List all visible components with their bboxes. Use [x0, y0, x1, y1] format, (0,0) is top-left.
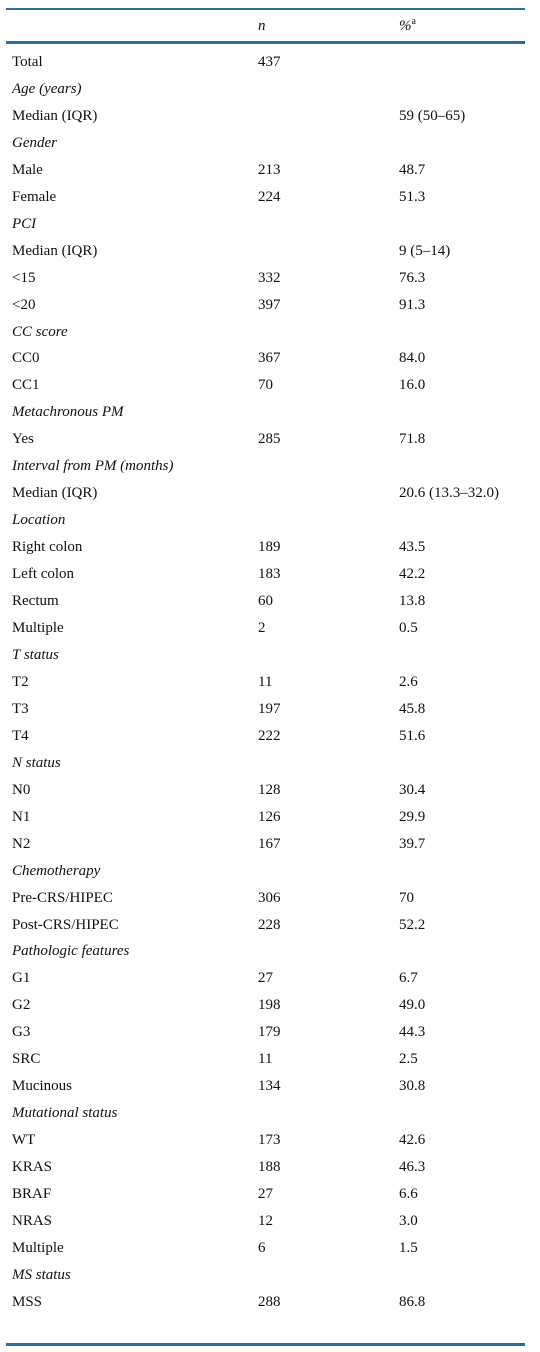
percent-cell: 42.2 — [399, 566, 426, 583]
percent-cell: 44.3 — [399, 1024, 426, 1041]
table-row — [0, 182, 540, 209]
n-cell: 134 — [258, 1078, 281, 1095]
percent-cell: 76.3 — [399, 269, 426, 286]
n-cell: 27 — [258, 1186, 273, 1203]
n-cell: 173 — [258, 1132, 281, 1149]
percent-cell: 70 — [399, 889, 414, 906]
section-label: T status — [12, 646, 59, 663]
percent-cell: 6.6 — [399, 1186, 418, 1203]
n-cell: 70 — [258, 377, 273, 394]
percent-cell: 46.3 — [399, 1159, 426, 1176]
column-header-percent — [399, 18, 416, 35]
n-cell: 179 — [258, 1024, 281, 1041]
percent-cell: 9 (5–14) — [399, 242, 451, 259]
percent-cell: 84.0 — [399, 350, 426, 367]
row-label: Pre-CRS/HIPEC — [12, 889, 113, 906]
row-label: Multiple — [12, 620, 64, 637]
n-cell: 189 — [258, 539, 281, 556]
table-row — [0, 802, 540, 829]
table-row — [0, 236, 540, 263]
n-cell: 197 — [258, 700, 281, 717]
n-cell: 12 — [258, 1212, 273, 1229]
section-header-row — [0, 451, 540, 478]
row-label: MSS — [12, 1293, 43, 1310]
section-header-row — [0, 936, 540, 963]
table-row — [0, 101, 540, 128]
percent-cell: 0.5 — [399, 620, 418, 637]
table-row — [0, 370, 540, 397]
row-label: Total — [12, 54, 43, 70]
percent-cell: 20.6 (13.3–32.0) — [399, 485, 499, 502]
n-cell: 126 — [258, 808, 281, 825]
section-label: Mutational status — [12, 1105, 118, 1122]
n-cell: 128 — [258, 781, 281, 798]
table-row — [0, 883, 540, 910]
table-row — [0, 155, 540, 182]
section-header-row — [0, 74, 540, 101]
table-row — [0, 613, 540, 640]
percent-cell: 71.8 — [399, 431, 426, 448]
table-header-rule — [6, 41, 525, 44]
table-bottom-rule — [6, 1343, 525, 1346]
table-row — [0, 290, 540, 317]
n-cell: 213 — [258, 161, 281, 178]
n-cell: 27 — [258, 970, 273, 987]
table-row — [0, 1152, 540, 1179]
table-row — [0, 1071, 540, 1098]
n-cell: 183 — [258, 566, 281, 583]
table-row — [0, 1044, 540, 1071]
table-row — [0, 1017, 540, 1044]
section-label: Age (years) — [12, 80, 82, 97]
n-cell: 285 — [258, 431, 281, 448]
section-header-row — [0, 1260, 540, 1287]
table-row — [0, 829, 540, 856]
row-label: BRAF — [12, 1186, 52, 1203]
n-cell: 224 — [258, 188, 281, 205]
n-cell: 198 — [258, 997, 281, 1014]
table-body — [0, 47, 540, 1314]
row-label: Post-CRS/HIPEC — [12, 916, 119, 933]
table-header-row — [0, 8, 540, 41]
section-label: Location — [12, 512, 66, 529]
percent-cell: 45.8 — [399, 700, 426, 717]
table-row — [0, 532, 540, 559]
row-label: Male — [12, 161, 43, 178]
percent-cell: 3.0 — [399, 1212, 418, 1229]
row-label: Median (IQR) — [12, 242, 98, 259]
table-row — [0, 1179, 540, 1206]
percent-cell: 30.8 — [399, 1078, 426, 1095]
n-cell: 367 — [258, 350, 281, 367]
percent-cell: 51.6 — [399, 727, 426, 744]
row-label: SRC — [12, 1051, 41, 1068]
row-label: CC0 — [12, 350, 40, 367]
section-label: Gender — [12, 134, 57, 151]
row-label: N2 — [12, 835, 31, 852]
column-header-percent-text: % — [399, 18, 412, 34]
percent-cell: 1.5 — [399, 1239, 418, 1256]
n-cell: 167 — [258, 835, 281, 852]
percent-cell: 42.6 — [399, 1132, 426, 1149]
row-label: Female — [12, 188, 57, 205]
n-cell: 60 — [258, 593, 273, 610]
section-header-row — [0, 748, 540, 775]
row-label: KRAS — [12, 1159, 53, 1176]
percent-cell: 2.5 — [399, 1051, 418, 1068]
row-label: Median (IQR) — [12, 485, 98, 502]
row-label: T3 — [12, 700, 29, 717]
row-label: Right colon — [12, 539, 83, 556]
section-header-row — [0, 397, 540, 424]
row-label: Rectum — [12, 593, 59, 610]
percent-cell: 29.9 — [399, 808, 426, 825]
n-cell: 437 — [258, 54, 281, 70]
table-row — [0, 424, 540, 451]
table-row — [0, 1206, 540, 1233]
percent-cell: 43.5 — [399, 539, 426, 556]
table-row — [0, 1233, 540, 1260]
section-label: CC score — [12, 323, 68, 340]
table-row — [0, 1287, 540, 1314]
section-label: N status — [12, 754, 61, 771]
row-label: NRAS — [12, 1212, 53, 1229]
section-label: Metachronous PM — [12, 404, 124, 421]
table-row — [0, 478, 540, 505]
table-row — [0, 775, 540, 802]
section-label: MS status — [12, 1266, 71, 1283]
percent-cell: 59 (50–65) — [399, 107, 466, 124]
table-row — [0, 694, 540, 721]
row-label: WT — [12, 1132, 36, 1149]
table-row — [0, 559, 540, 586]
row-label: Left colon — [12, 566, 75, 583]
n-cell: 288 — [258, 1293, 281, 1310]
row-label: CC1 — [12, 377, 40, 394]
section-label: PCI — [12, 215, 37, 232]
section-label: Chemotherapy — [12, 862, 101, 879]
table-row — [0, 990, 540, 1017]
percent-cell: 13.8 — [399, 593, 426, 610]
column-header-percent-footnote: a — [411, 16, 416, 27]
table-row — [0, 343, 540, 370]
row-label: Median (IQR) — [12, 107, 98, 124]
row-label: N0 — [12, 781, 31, 798]
n-cell: 397 — [258, 296, 281, 313]
table-row — [0, 910, 540, 937]
percent-cell: 91.3 — [399, 296, 426, 313]
row-label: Yes — [12, 431, 34, 448]
row-label: G2 — [12, 997, 31, 1014]
table-row — [0, 47, 540, 74]
row-label: Multiple — [12, 1239, 64, 1256]
section-label: Interval from PM (months) — [12, 458, 174, 475]
row-label: N1 — [12, 808, 31, 825]
percent-cell: 2.6 — [399, 673, 418, 690]
row-label: T2 — [12, 673, 29, 690]
row-label: G3 — [12, 1024, 31, 1041]
column-header-n: n — [258, 18, 266, 34]
table-row — [0, 1125, 540, 1152]
percent-cell: 30.4 — [399, 781, 426, 798]
row-label: T4 — [12, 727, 29, 744]
n-cell: 11 — [258, 1051, 273, 1068]
percent-cell: 6.7 — [399, 970, 418, 987]
table-row — [0, 263, 540, 290]
n-cell: 306 — [258, 889, 281, 906]
n-cell: 2 — [258, 620, 266, 637]
row-label: Mucinous — [12, 1078, 72, 1095]
n-cell: 6 — [258, 1239, 266, 1256]
row-label: <20 — [12, 296, 36, 313]
section-header-row — [0, 317, 540, 344]
percent-cell: 16.0 — [399, 377, 426, 394]
percent-cell: 86.8 — [399, 1293, 426, 1310]
row-label: <15 — [12, 269, 36, 286]
table-row — [0, 963, 540, 990]
n-cell: 11 — [258, 673, 273, 690]
table-row — [0, 667, 540, 694]
n-cell: 332 — [258, 269, 281, 286]
row-label: G1 — [12, 970, 31, 987]
section-header-row — [0, 856, 540, 883]
n-cell: 188 — [258, 1159, 281, 1176]
percent-cell: 48.7 — [399, 161, 426, 178]
table-row — [0, 721, 540, 748]
section-header-row — [0, 505, 540, 532]
n-cell: 222 — [258, 727, 281, 744]
section-header-row — [0, 209, 540, 236]
percent-cell: 49.0 — [399, 997, 426, 1014]
section-header-row — [0, 128, 540, 155]
section-label: Pathologic features — [12, 943, 130, 960]
section-header-row — [0, 640, 540, 667]
percent-cell: 51.3 — [399, 188, 426, 205]
section-header-row — [0, 1098, 540, 1125]
n-cell: 228 — [258, 916, 281, 933]
percent-cell: 52.2 — [399, 916, 426, 933]
percent-cell: 39.7 — [399, 835, 426, 852]
table-row — [0, 586, 540, 613]
